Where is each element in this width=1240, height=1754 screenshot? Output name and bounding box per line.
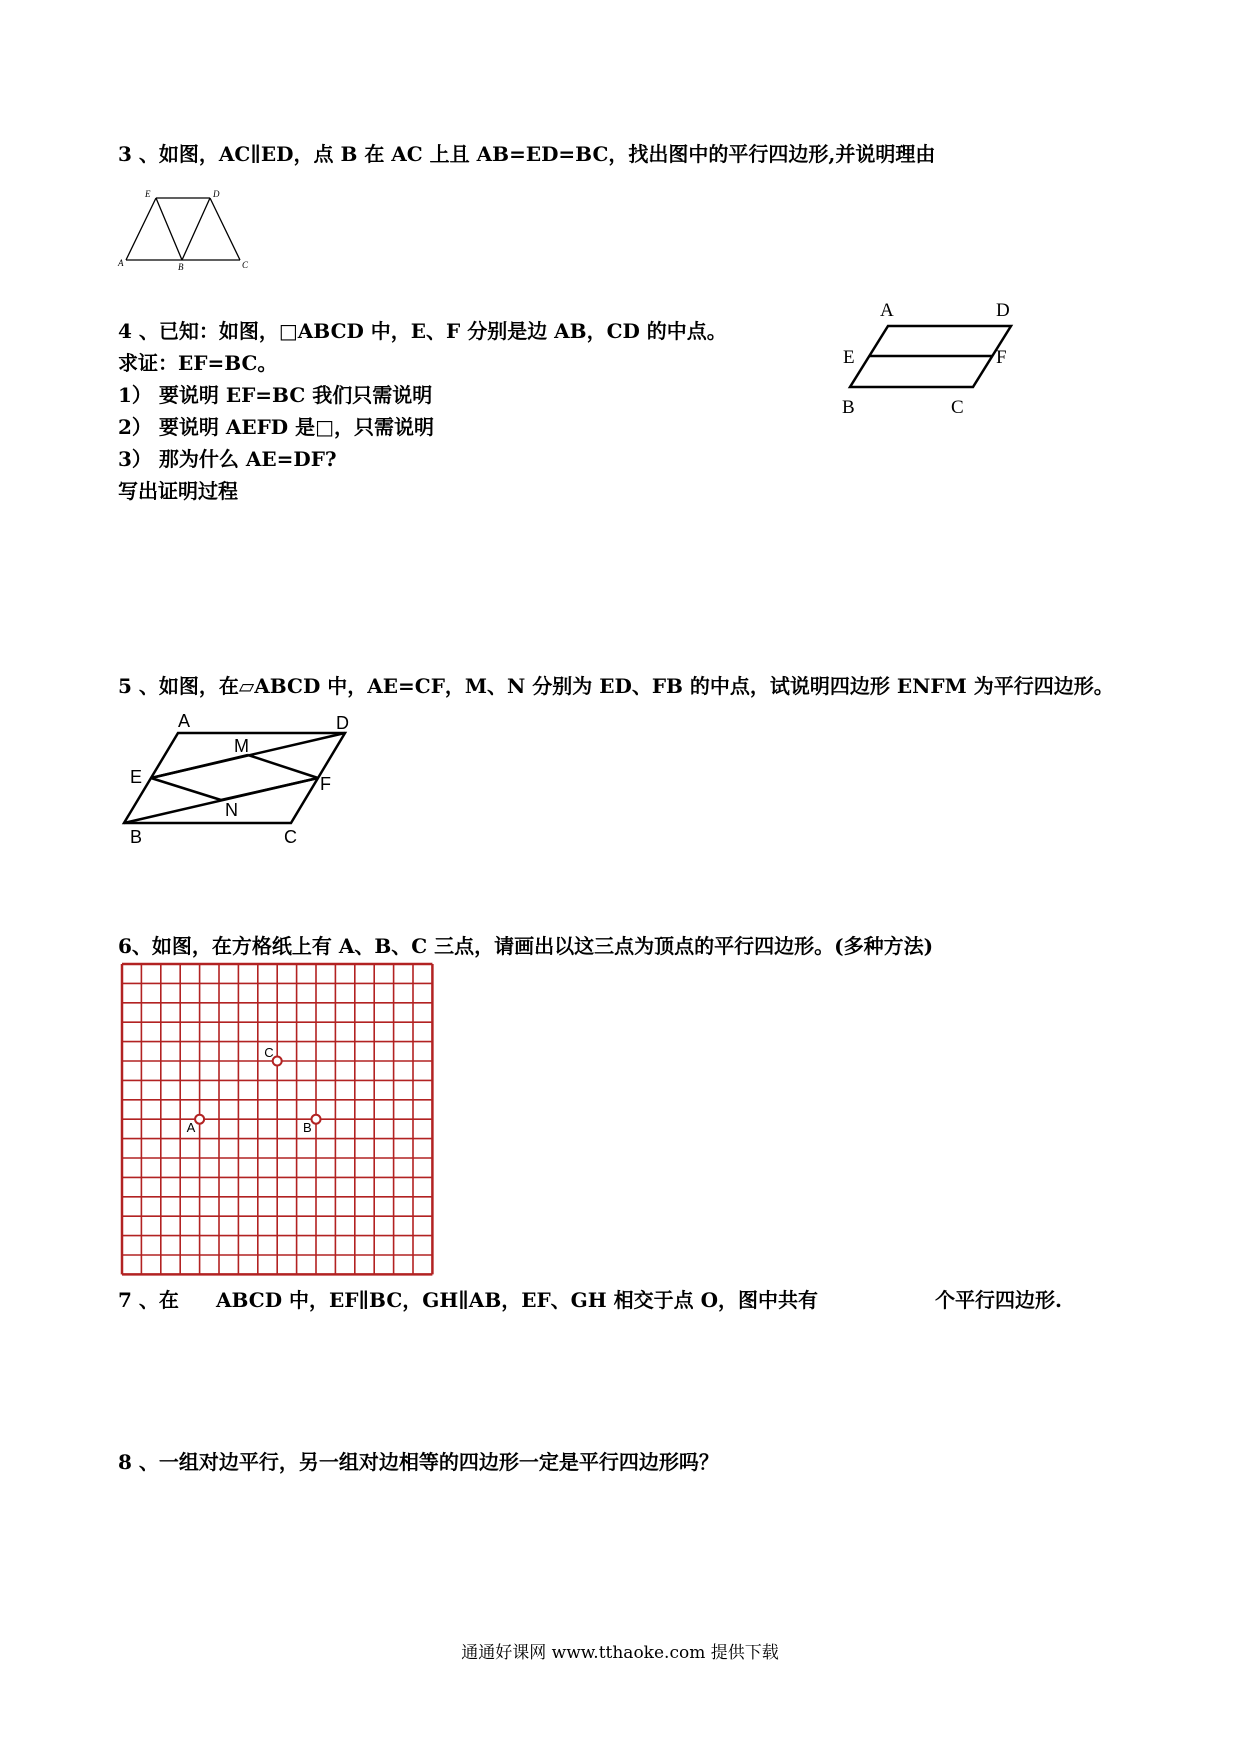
q3-segment-bd [182,198,210,260]
question-7-suffix: 个平行四边形. [935,1288,1062,1312]
q5-label-e: E [130,767,143,787]
q5-label-n: N [225,800,238,820]
q5-label-a: A [178,711,191,731]
q3-figure [118,188,253,272]
question-4-line5: 3） 那为什么 AE=DF? [118,447,337,471]
q3-segment-ae [126,198,156,260]
question-4-line6: 写出证明过程 [118,479,238,503]
q4-figure [838,296,1028,422]
question-4-line2: 求证：EF=BC。 [118,351,278,375]
grid-point-c [273,1057,282,1066]
q6-grid-figure [118,960,438,1275]
question-6-text: 6、如图，在方格纸上有 A、B、C 三点，请画出以这三点为顶点的平行四边形。(多种方法) [118,934,934,958]
grid-point-label-b: B [303,1120,312,1136]
q4-label-e: E [843,347,855,368]
grid-point-a [195,1115,204,1124]
question-3-text: 3 、如图，AC∥ED，点 B 在 AC 上且 AB=ED=BC，找出图中的平行四边形,并说明理由 [118,142,936,166]
q5-label-c: C [284,827,297,847]
question-8-text: 8 、一组对边平行，另一组对边相等的四边形一定是平行四边形吗？ [118,1450,719,1474]
q3-label-a: A [118,258,124,268]
q3-label-e: E [145,189,151,199]
q3-label-c: C [242,260,249,270]
question-4-line1: 4 、已知：如图，□ABCD 中，E、F 分别是边 AB，CD 的中点。 [118,319,727,343]
q4-label-a: A [880,300,894,321]
grid-point-label-a: A [186,1120,196,1136]
q5-segment-en [151,778,221,800]
q4-label-b: B [842,397,855,418]
q4-label-d: D [996,300,1010,321]
q5-figure [110,705,370,845]
question-7-prefix: 7 、在 [118,1288,179,1312]
question-4-line3: 1） 要说明 EF=BC 我们只需说明 [118,383,433,407]
question-4-line4: 2） 要说明 AEFD 是□，只需说明 [118,415,435,439]
q3-label-d: D [213,189,220,199]
q6-grid-lines [122,964,432,1274]
q5-label-m: M [234,736,249,756]
q5-segment-me [151,755,248,778]
grid-point-label-c: C [264,1045,274,1060]
q5-label-d: D [336,713,349,733]
q5-label-f: F [320,774,331,794]
q3-segment-dc [210,198,240,260]
q4-label-c: C [951,397,964,418]
question-7-middle: ABCD 中，EF∥BC，GH∥AB，EF、GH 相交于点 O，图中共有 [216,1288,818,1312]
q5-segment-fm [248,755,318,778]
grid-point-b [312,1115,321,1124]
q5-segment-nf [221,778,318,800]
q5-label-b: B [130,827,143,847]
q4-label-f: F [996,347,1007,368]
page-footer: 通通好课网 www.tthaoke.com 提供下载 [461,1643,779,1663]
q3-segment-eb [156,198,182,260]
q6-grid-points [187,1045,321,1135]
question-5-text: 5 、如图，在▱ABCD 中，AE=CF，M、N 分别为 ED、FB 的中点，试说明四边形 ENFM 为平行四边形。 [118,674,1114,698]
q3-label-b: B [178,262,184,272]
